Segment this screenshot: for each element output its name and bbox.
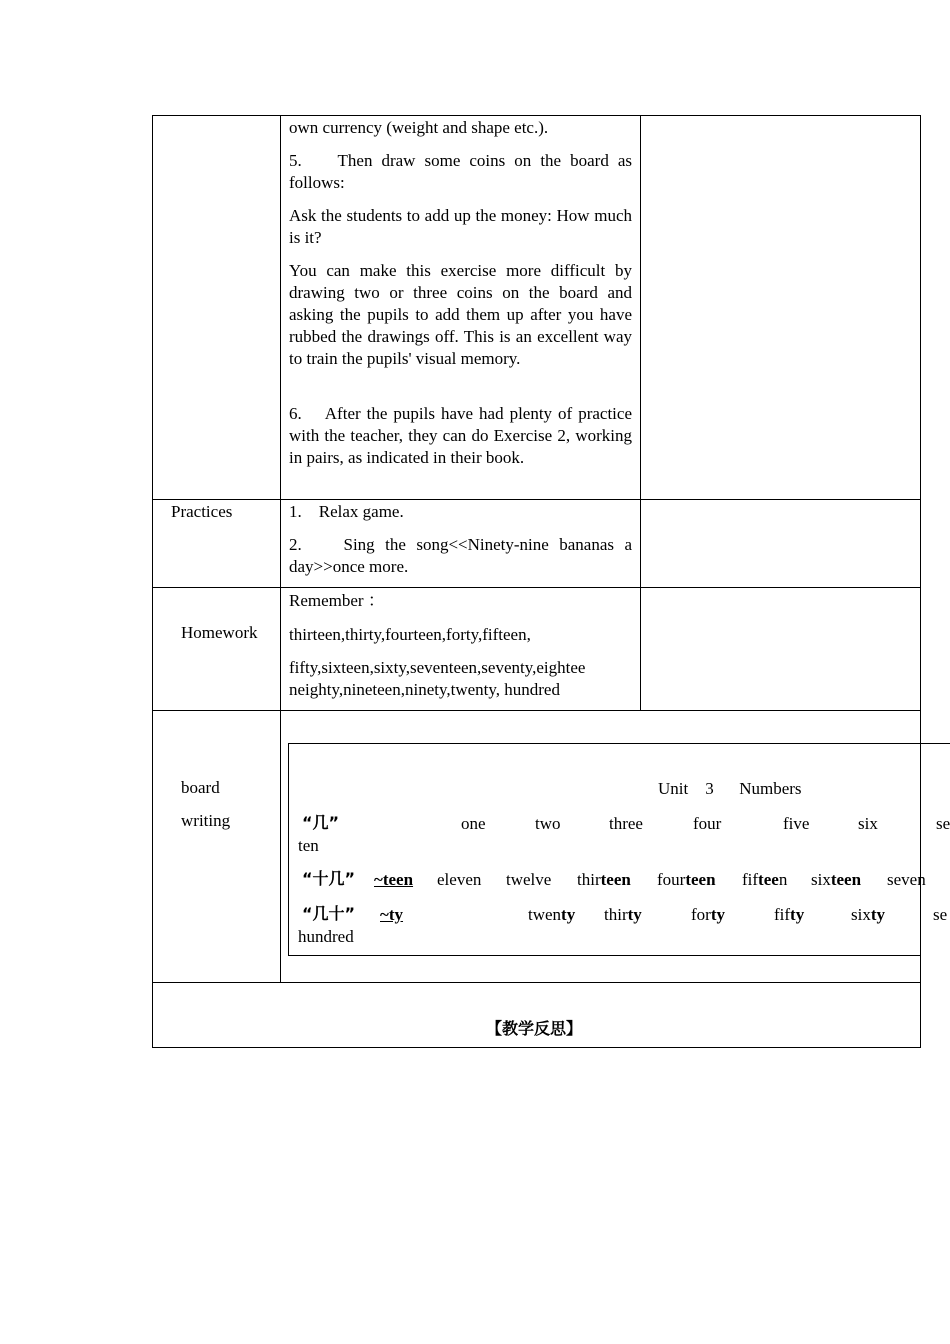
procedure-step-6: 6. After the pupils have had plenty of practice with the teacher, they can do Exercise 2, working in pairs, as indicated in their book. — [289, 404, 632, 467]
procedure-difficulty: You can make this exercise more difficult by drawing two or three coins on the board and asking the pupils to add them up after you have rubbed the drawings off. This is an excellent way to train the pupils' visual memory. — [289, 261, 632, 368]
board-unit-title: Unit 3 Numbers — [658, 779, 802, 798]
board-word: twelve — [506, 870, 552, 889]
practices-item-2: 2. Sing the song<<Ninety-nine bananas a day>>once more. — [289, 535, 632, 576]
board-word: sixty — [851, 905, 886, 924]
homework-words-3: neighty,nineteen,ninety,twenty, hundred — [289, 680, 560, 699]
board-word: four — [693, 814, 722, 833]
board-word: fifteen — [742, 870, 788, 889]
board-row3-label: “几十” — [302, 904, 356, 923]
board-writing-label-1: board — [181, 778, 220, 797]
row-divider — [152, 115, 921, 116]
table-border-bottom — [152, 1047, 921, 1048]
column-divider — [640, 115, 641, 710]
board-word: hundred — [298, 927, 354, 946]
board-word: fifty — [774, 905, 805, 924]
practices-item-1: 1. Relax game. — [289, 502, 404, 521]
board-word: six — [858, 814, 878, 833]
table-border-left — [152, 115, 153, 1048]
board-row2-label: “十几” — [302, 869, 356, 888]
homework-words-1: thirteen,thirty,fourteen,forty,fifteen, — [289, 625, 531, 644]
board-writing-label-2: writing — [181, 811, 231, 830]
board-word: thirty — [604, 905, 642, 924]
procedure-text-currency: own currency (weight and shape etc.). — [289, 118, 549, 137]
board-word: se — [936, 814, 950, 833]
board-word: fourteen — [657, 870, 716, 889]
procedure-step-5: 5. Then draw some coins on the board as follows: — [289, 151, 632, 192]
board-box — [288, 743, 950, 956]
homework-words-2: fifty,sixteen,sixty,seventeen,seventy,eightee — [289, 658, 586, 677]
board-word: three — [609, 814, 643, 833]
board-word: twenty — [528, 905, 576, 924]
board-row1-label: “几” — [302, 813, 340, 832]
board-word: seven — [887, 870, 926, 889]
board-teen-suffix: ~teen — [374, 870, 414, 889]
row-divider — [152, 499, 921, 500]
procedure-add-money: Ask the students to add up the money: How much is it? — [289, 206, 632, 247]
row-divider — [152, 982, 921, 983]
board-word: eleven — [437, 870, 482, 889]
board-word: two — [535, 814, 561, 833]
board-word: sixteen — [811, 870, 862, 889]
board-word: ten — [298, 836, 319, 855]
column-divider — [280, 115, 281, 982]
row-divider — [152, 710, 921, 711]
board-ty-suffix: ~ty — [380, 905, 404, 924]
practices-label: Practices — [171, 502, 233, 521]
row-divider — [152, 587, 921, 588]
board-word: forty — [691, 905, 725, 924]
teaching-reflection-heading: 【教学反思】 — [486, 1019, 583, 1038]
board-word: thirteen — [577, 870, 631, 889]
board-word: se — [933, 905, 948, 924]
board-word: five — [783, 814, 810, 833]
board-word: one — [461, 814, 486, 833]
homework-remember: Remember ： — [289, 591, 385, 610]
homework-label: Homework — [181, 623, 258, 642]
